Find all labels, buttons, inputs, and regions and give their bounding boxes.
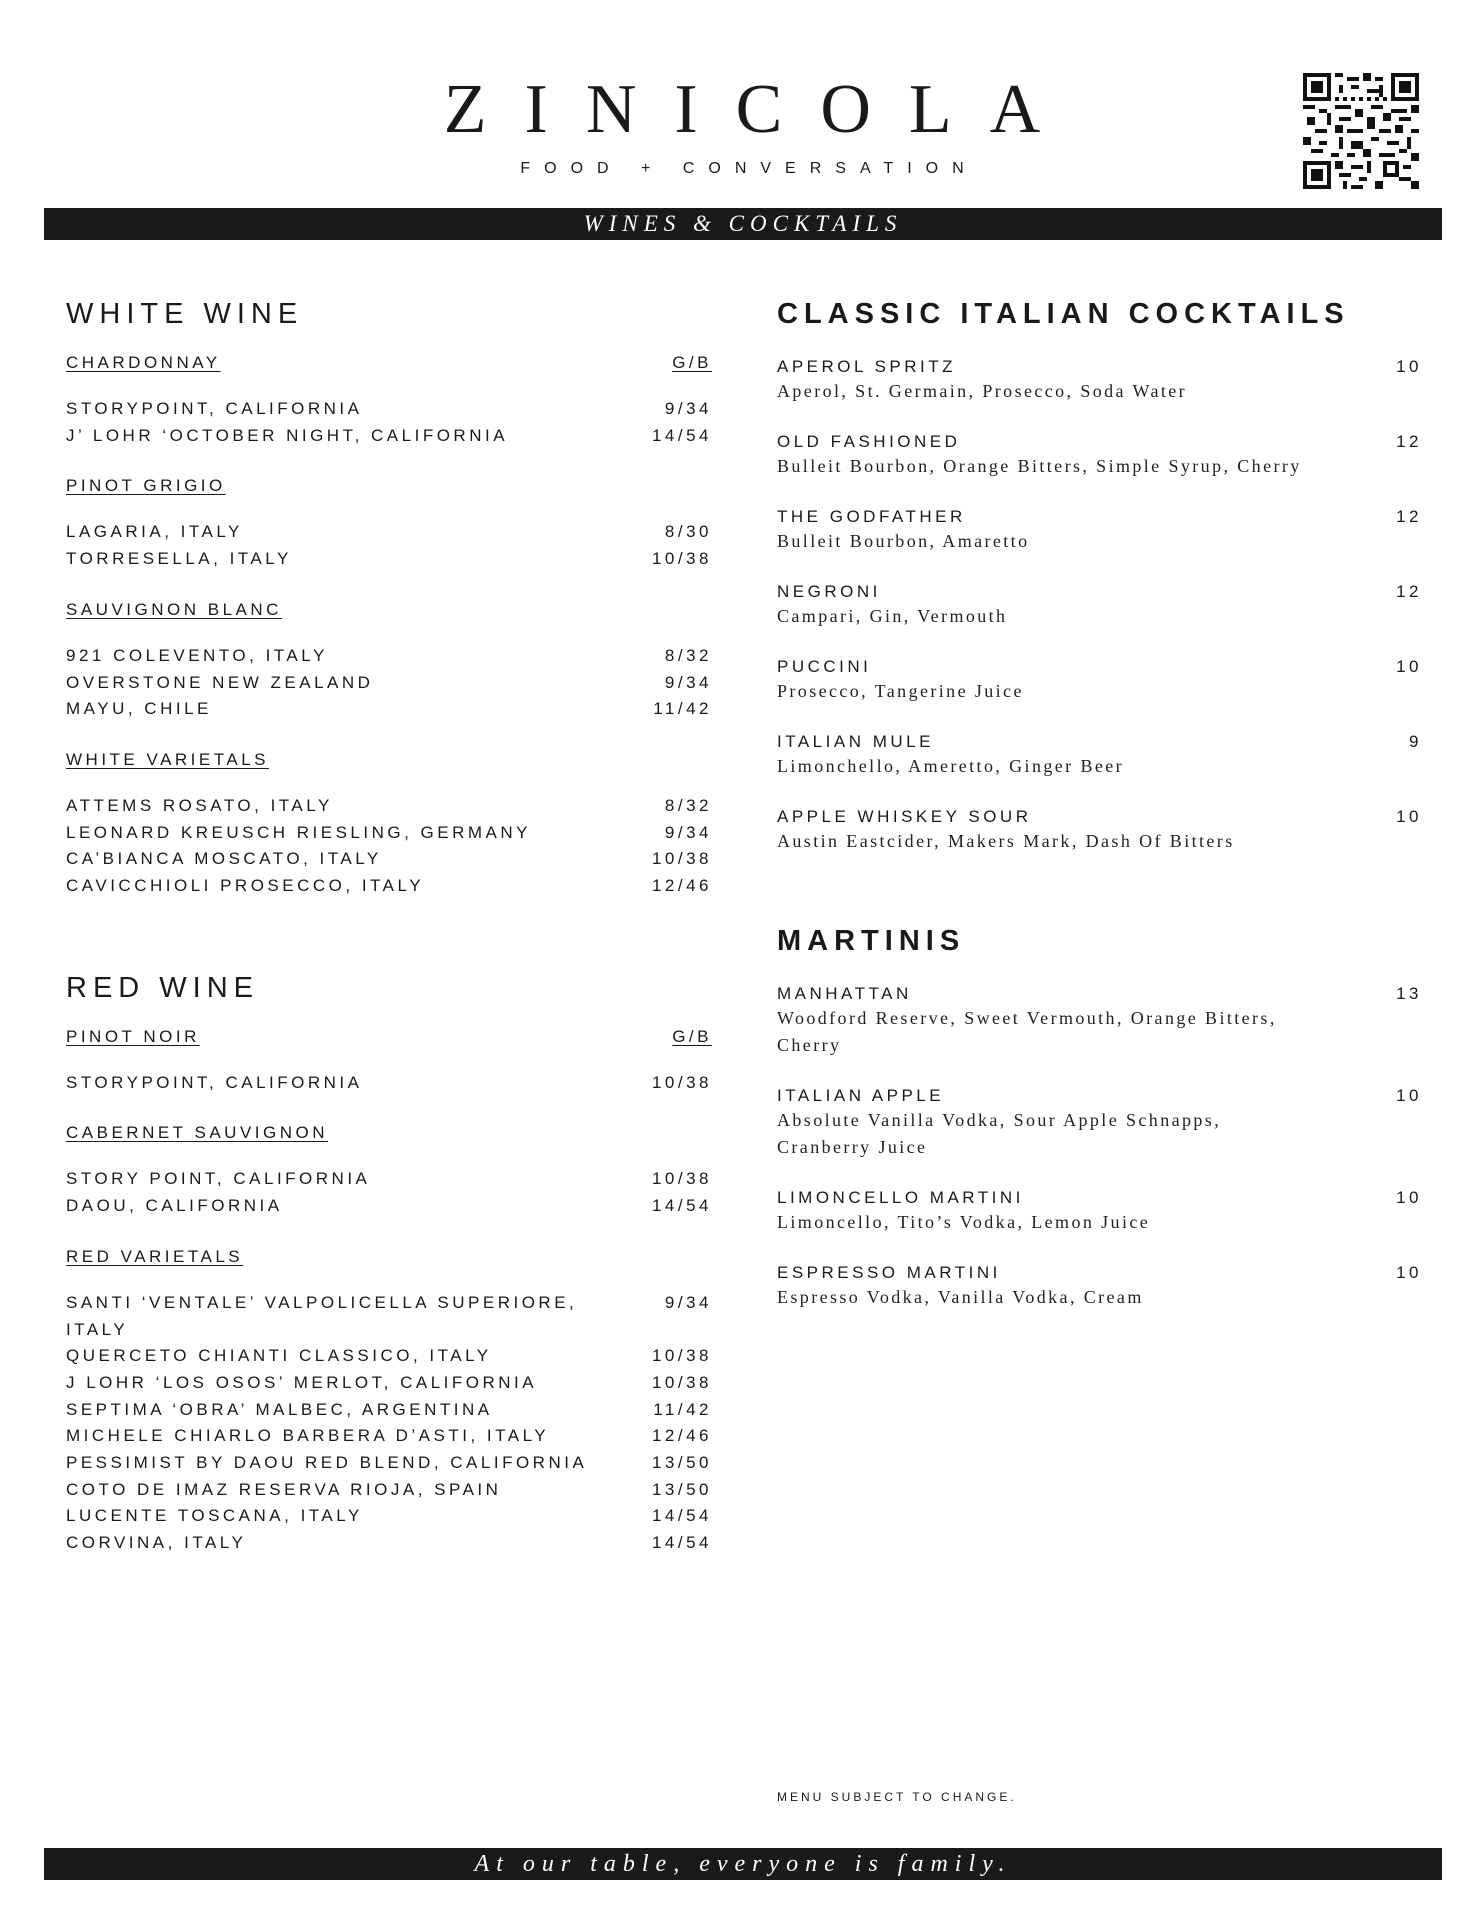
cocktail-description: Aperol, St. Germain, Prosecco, Soda Water (777, 381, 1188, 401)
wine-item (66, 1423, 712, 1450)
cocktail-item (777, 581, 1422, 630)
wine-item (66, 846, 712, 873)
cocktail-description: Bulleit Bourbon, Orange Bitters, Simple Syrup, Cherry (777, 456, 1302, 476)
wine-price: 9/34 (664, 822, 712, 842)
category-header (66, 475, 712, 497)
cocktail-description: Espresso Vodka, Vanilla Vodka, Cream (777, 1287, 1144, 1307)
wine-item (66, 793, 712, 820)
cocktail-price: 12 (1396, 582, 1422, 601)
wine-price: 14/54 (651, 1533, 712, 1553)
wine-name: MAYU, CHILE (66, 699, 212, 719)
wine-name: CA’BIANCA MOSCATO, ITALY (66, 849, 382, 869)
category-header (66, 599, 712, 621)
category-header (66, 352, 712, 374)
wine-price: 14/54 (651, 1196, 712, 1216)
wine-item (66, 1070, 712, 1097)
cocktail-name: THE GODFATHER (777, 507, 966, 526)
wine-name: OVERSTONE NEW ZEALAND (66, 672, 374, 692)
wine-price: 13/50 (651, 1453, 712, 1473)
price-header: G/B (672, 1026, 712, 1046)
wine-item (66, 1477, 712, 1504)
wine-price: 12/46 (651, 1426, 712, 1446)
cocktails-title: CLASSIC ITALIAN COCKTAILS (777, 298, 1350, 330)
wine-price: 10/38 (651, 1372, 712, 1392)
wine-price: 10/38 (651, 1072, 712, 1092)
wine-price: 14/54 (651, 425, 712, 445)
wine-item (66, 873, 712, 900)
wine-name: TORRESELLA, ITALY (66, 549, 292, 569)
qr-code-icon[interactable] (1303, 73, 1419, 189)
wine-price: 10/38 (651, 1169, 712, 1189)
wine-item (66, 1530, 712, 1557)
wine-item (66, 1503, 712, 1530)
brand-tagline: FOOD + CONVERSATION (520, 160, 978, 177)
wine-name: STORY POINT, CALIFORNIA (66, 1169, 371, 1189)
white-wine-title: WHITE WINE (66, 298, 304, 330)
cocktail-description: Austin Eastcider, Makers Mark, Dash Of Bitters (777, 831, 1235, 851)
category-header (66, 749, 712, 771)
wine-name: SANTI ‘VENTALE’ VALPOLICELLA SUPERIORE, ITALY (66, 1292, 578, 1339)
cocktail-item (777, 1187, 1422, 1236)
cocktail-header (777, 581, 1422, 603)
white-wine-list (66, 352, 712, 900)
cocktail-price: 10 (1396, 657, 1422, 676)
wine-name: STORYPOINT, CALIFORNIA (66, 399, 363, 418)
category-name: CHARDONNAY (66, 353, 221, 372)
menu-disclaimer: MENU SUBJECT TO CHANGE. (777, 1790, 1017, 1804)
cocktail-header (777, 1085, 1422, 1107)
wine-price: 8/32 (664, 645, 712, 665)
cocktail-price: 10 (1396, 357, 1422, 376)
wine-name: STORYPOINT, CALIFORNIA (66, 1072, 363, 1092)
cocktail-item (777, 806, 1422, 855)
cocktail-item (777, 656, 1422, 705)
wine-name: SEPTIMA ‘OBRA’ MALBEC, ARGENTINA (66, 1399, 493, 1419)
wine-item (66, 1166, 712, 1193)
cocktail-header (777, 506, 1422, 528)
wine-item (66, 1397, 712, 1424)
cocktail-description: Woodford Reserve, Sweet Vermouth, Orange Bitters, Cherry (777, 1008, 1277, 1055)
wine-name: MICHELE CHIARLO BARBERA D’ASTI, ITALY (66, 1426, 550, 1446)
cocktail-name: MANHATTAN (777, 984, 912, 1003)
wine-price: 8/32 (664, 795, 712, 815)
cocktail-item (777, 1085, 1422, 1161)
category-name: WHITE VARIETALS (66, 749, 270, 769)
cocktail-name: OLD FASHIONED (777, 432, 961, 451)
cocktail-description: Absolute Vanilla Vodka, Sour Apple Schnapps, Cranberry Juice (777, 1110, 1222, 1157)
wine-price: 10/38 (651, 1346, 712, 1366)
cocktail-description: Limoncello, Tito’s Vodka, Lemon Juice (777, 1212, 1151, 1232)
cocktail-item (777, 356, 1422, 405)
wine-name: DAOU, CALIFORNIA (66, 1196, 283, 1216)
cocktail-item (777, 731, 1422, 780)
wine-price: 14/54 (651, 1506, 712, 1526)
wine-price: 9/34 (664, 672, 712, 692)
wine-item (66, 396, 712, 423)
cocktail-name: APEROL SPRITZ (777, 357, 957, 376)
wine-name: 921 COLEVENTO, ITALY (66, 645, 328, 665)
wine-name: CAVICCHIOLI PROSECCO, ITALY (66, 876, 425, 896)
price-header: G/B (672, 353, 712, 372)
cocktail-header (777, 1187, 1422, 1209)
wine-name: LEONARD KREUSCH RIESLING, GERMANY (66, 822, 532, 842)
cocktail-item (777, 983, 1422, 1059)
wine-price: 10/38 (651, 549, 712, 569)
wine-item (66, 696, 712, 723)
category-name: PINOT NOIR (66, 1026, 200, 1046)
cocktail-price: 12 (1396, 432, 1422, 451)
cocktail-name: ESPRESSO MARTINI (777, 1263, 1001, 1282)
cocktail-description: Limonchello, Ameretto, Ginger Beer (777, 756, 1125, 776)
category-header (66, 1122, 712, 1144)
cocktail-price: 12 (1396, 507, 1422, 526)
wine-item (66, 670, 712, 697)
wine-item (66, 820, 712, 847)
cocktail-description: Prosecco, Tangerine Juice (777, 681, 1024, 701)
wine-name: ATTEMS ROSATO, ITALY (66, 795, 333, 815)
category-name: CABERNET SAUVIGNON (66, 1123, 329, 1143)
wine-price: 10/38 (651, 849, 712, 869)
wine-name: COTO DE IMAZ RESERVA RIOJA, SPAIN (66, 1479, 502, 1499)
wine-price: 9/34 (664, 1292, 712, 1312)
cocktail-description: Bulleit Bourbon, Amaretto (777, 531, 1030, 551)
wine-column (66, 298, 712, 1557)
wine-price: 8/30 (664, 522, 712, 542)
wine-name: PESSIMIST BY DAOU RED BLEND, CALIFORNIA (66, 1453, 588, 1473)
brand-logo: ZINICOLA (443, 71, 1079, 148)
martinis-title: MARTINIS (777, 925, 966, 957)
category-name: RED VARIETALS (66, 1246, 244, 1266)
wine-name: QUERCETO CHIANTI CLASSICO, ITALY (66, 1346, 492, 1366)
wine-name: LUCENTE TOSCANA, ITALY (66, 1506, 363, 1526)
martini-list (777, 983, 1422, 1311)
cocktail-price: 10 (1396, 1263, 1422, 1282)
cocktail-price: 10 (1396, 1086, 1422, 1105)
wine-item (66, 423, 712, 450)
wine-name: CORVINA, ITALY (66, 1533, 247, 1553)
cocktail-item (777, 506, 1422, 555)
cocktail-name: ITALIAN MULE (777, 732, 934, 751)
wine-item (66, 1343, 712, 1370)
menu-header (0, 0, 1484, 240)
category-header (66, 1026, 712, 1048)
cocktail-header (777, 983, 1422, 1005)
cocktail-price: 10 (1396, 1188, 1422, 1207)
category-name: SAUVIGNON BLANC (66, 599, 282, 619)
cocktail-price: 10 (1396, 807, 1422, 826)
cocktail-name: ITALIAN APPLE (777, 1086, 945, 1105)
red-wine-list (66, 1026, 712, 1557)
cocktail-description: Campari, Gin, Vermouth (777, 606, 1008, 626)
cocktail-column (777, 298, 1422, 1337)
wine-item (66, 546, 712, 573)
footer-motto: At our table, everyone is family. (44, 1848, 1442, 1880)
wine-item (66, 519, 712, 546)
cocktail-price: 9 (1409, 732, 1422, 751)
wine-item (66, 1370, 712, 1397)
wine-item (66, 1290, 712, 1343)
category-header (66, 1246, 712, 1268)
wine-price: 13/50 (651, 1479, 712, 1499)
cocktail-header (777, 431, 1422, 453)
cocktail-item (777, 1262, 1422, 1311)
wine-price: 11/42 (653, 699, 712, 719)
red-wine-title: RED WINE (66, 971, 259, 1004)
cocktail-name: APPLE WHISKEY SOUR (777, 807, 1032, 826)
cocktail-name: LIMONCELLO MARTINI (777, 1188, 1024, 1207)
wine-name: J LOHR ‘LOS OSOS’ MERLOT, CALIFORNIA (66, 1372, 538, 1392)
cocktail-header (777, 1262, 1422, 1284)
wine-price: 9/34 (664, 399, 712, 418)
cocktail-name: NEGRONI (777, 582, 881, 601)
cocktail-list (777, 356, 1422, 855)
wine-item (66, 1450, 712, 1477)
wine-name: LAGARIA, ITALY (66, 522, 243, 542)
wine-name: J’ LOHR ‘OCTOBER NIGHT, CALIFORNIA (66, 425, 509, 445)
cocktail-header (777, 806, 1422, 828)
cocktail-item (777, 431, 1422, 480)
cocktail-price: 13 (1396, 984, 1422, 1003)
section-banner: WINES & COCKTAILS (44, 208, 1442, 240)
cocktail-header (777, 356, 1422, 378)
cocktail-header (777, 656, 1422, 678)
cocktail-header (777, 731, 1422, 753)
wine-item (66, 643, 712, 670)
wine-price: 11/42 (653, 1399, 712, 1419)
wine-item (66, 1193, 712, 1220)
category-name: PINOT GRIGIO (66, 476, 226, 496)
cocktail-name: PUCCINI (777, 657, 872, 676)
wine-price: 12/46 (651, 876, 712, 896)
